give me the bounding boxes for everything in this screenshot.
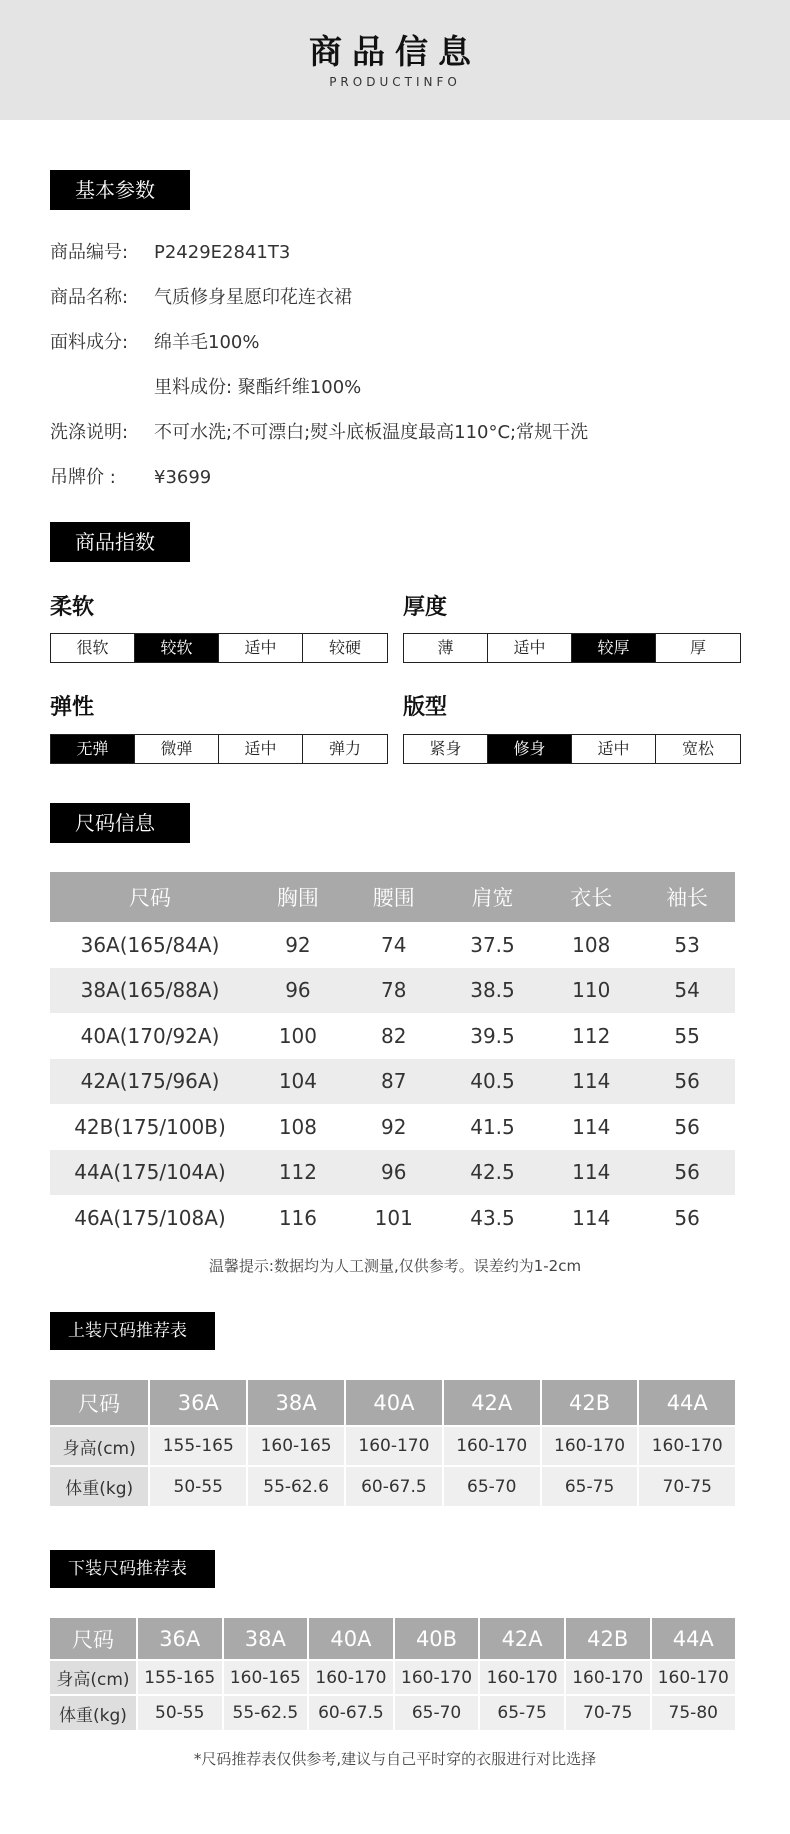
table-cell: 56 — [639, 1059, 735, 1105]
table-row — [50, 922, 735, 968]
info-value: P2429E2841T3 — [154, 242, 291, 263]
table-cell: 114 — [543, 1150, 639, 1196]
size-note: 温馨提示:数据均为人工测量,仅供参考。误差约为1-2cm — [208, 1257, 582, 1275]
table-cell: 160-170 — [479, 1660, 565, 1695]
table-cell: 114 — [572, 1114, 611, 1139]
table-cell: 56 — [639, 1150, 735, 1196]
info-value: 气质修身星愿印花连衣裙 — [154, 287, 352, 308]
scale-option: 较硬 — [328, 638, 361, 657]
rec-header-cell: 40A — [345, 1380, 443, 1426]
rec-header-cell: 尺码 — [50, 1380, 149, 1426]
rec-header-cell: 36A — [149, 1380, 247, 1426]
table-cell: 身高(cm) — [50, 1426, 149, 1466]
scale-option: 很软 — [51, 634, 135, 662]
table-cell: 160-170 — [443, 1426, 541, 1466]
table-cell: 65-70 — [394, 1695, 480, 1730]
table-cell: 38.5 — [442, 968, 544, 1014]
table-cell: 37.5 — [470, 932, 515, 957]
top-rec-table — [50, 1380, 735, 1506]
scale-option: 紧身 — [404, 735, 488, 763]
table-cell: 160-170 — [308, 1660, 394, 1695]
info-value: 不可水洗;不可漂白;熨斗底板温度最高110°C;常规干洗 — [154, 422, 589, 443]
size-header-cell: 肩宽 — [442, 872, 544, 922]
table-cell: 114 — [543, 1059, 639, 1105]
info-row-name — [50, 283, 352, 309]
table-cell: 46A(175/108A) — [74, 1205, 226, 1230]
info-value: ¥3699 — [154, 467, 212, 488]
size-header-cell: 胸围 — [250, 872, 346, 922]
table-cell: 42B(175/100B) — [74, 1114, 226, 1139]
table-cell: 54 — [639, 968, 735, 1014]
table-cell: 155-165 — [137, 1660, 223, 1695]
index-title-softness: 柔软 — [50, 595, 95, 620]
index-section-tag: 商品指数 — [50, 522, 190, 562]
rec-header-row — [50, 1618, 735, 1660]
scale-option: 较软 — [135, 634, 219, 662]
rec-header-cell: 42A — [443, 1380, 541, 1426]
table-cell: 体重(kg) — [50, 1466, 149, 1506]
info-row-price — [50, 463, 211, 489]
scale-option: 适中 — [488, 634, 572, 662]
size-header-cell: 腰围 — [346, 872, 442, 922]
table-cell: 155-165 — [149, 1426, 247, 1466]
scale-option: 厚 — [689, 638, 706, 657]
index-title-elasticity: 弹性 — [50, 695, 95, 720]
page-header — [0, 0, 790, 120]
page-subtitle: PRODUCTINFO — [329, 75, 461, 89]
rec-header-cell: 38A — [223, 1618, 309, 1660]
page-title: 商品信息 — [309, 32, 481, 71]
rec-header-cell: 40B — [394, 1618, 480, 1660]
table-cell: 60-67.5 — [308, 1695, 394, 1730]
info-value: 里料成份: 聚酯纤维100% — [154, 377, 362, 398]
scale-option: 修身 — [488, 735, 572, 763]
table-cell: 114 — [572, 1205, 611, 1230]
top-rec-section-tag: 上装尺码推荐表 — [50, 1312, 215, 1350]
size-section-tag: 尺码信息 — [50, 803, 190, 843]
table-cell: 110 — [543, 968, 639, 1014]
table-row — [50, 968, 735, 1014]
softness-scale — [50, 633, 388, 663]
table-cell: 87 — [346, 1059, 442, 1105]
index-title-thickness: 厚度 — [403, 595, 448, 620]
table-cell: 160-165 — [247, 1426, 345, 1466]
size-header-cell: 袖长 — [639, 872, 735, 922]
table-row — [50, 1059, 735, 1105]
scale-option: 弹力 — [328, 739, 361, 758]
bottom-rec-note: *尺码推荐表仅供参考,建议与自己平时穿的衣服进行对比选择 — [193, 1750, 597, 1768]
table-cell: 56 — [674, 1114, 700, 1139]
size-header-cell: 衣长 — [543, 872, 639, 922]
elasticity-scale — [50, 734, 388, 764]
table-cell: 160-170 — [651, 1660, 736, 1695]
table-cell: 55 — [674, 1023, 700, 1048]
table-cell: 65-75 — [479, 1695, 565, 1730]
table-cell: 108 — [278, 1114, 318, 1139]
rec-header-cell: 44A — [638, 1380, 735, 1426]
size-table — [50, 872, 735, 1241]
info-value: 绵羊毛100% — [154, 332, 260, 353]
table-cell: 75-80 — [651, 1695, 736, 1730]
table-cell: 96 — [250, 968, 346, 1014]
table-cell: 42.5 — [442, 1150, 544, 1196]
rec-header-cell: 40A — [308, 1618, 394, 1660]
table-cell: 160-170 — [394, 1660, 480, 1695]
info-row-washing — [50, 418, 588, 444]
table-cell: 116 — [278, 1205, 318, 1230]
scale-option: 适中 — [572, 735, 656, 763]
index-title-fit: 版型 — [403, 695, 448, 720]
bottom-rec-section-tag: 下装尺码推荐表 — [50, 1550, 215, 1588]
table-cell: 40.5 — [442, 1059, 544, 1105]
rec-header-row — [50, 1380, 735, 1426]
table-cell: 92 — [381, 1114, 407, 1139]
scale-option: 微弹 — [135, 735, 219, 763]
table-cell: 40A(170/92A) — [80, 1023, 220, 1048]
table-row — [50, 1150, 735, 1196]
table-cell: 104 — [250, 1059, 346, 1105]
basic-section-tag: 基本参数 — [50, 170, 190, 210]
table-cell: 55-62.5 — [223, 1695, 309, 1730]
table-cell: 50-55 — [149, 1466, 247, 1506]
thickness-scale — [403, 633, 741, 663]
table-cell: 42A(175/96A) — [50, 1059, 250, 1105]
info-key: 商品名称: — [50, 287, 129, 308]
table-cell: 160-170 — [345, 1426, 443, 1466]
fit-scale — [403, 734, 741, 764]
table-cell: 74 — [381, 932, 407, 957]
table-row — [50, 1466, 735, 1506]
table-cell: 70-75 — [565, 1695, 651, 1730]
table-cell: 108 — [572, 932, 611, 957]
size-table-header — [50, 872, 735, 922]
size-header-cell: 尺码 — [50, 872, 250, 922]
table-cell: 160-170 — [638, 1426, 735, 1466]
bottom-rec-table — [50, 1618, 735, 1730]
table-cell: 60-67.5 — [345, 1466, 443, 1506]
table-cell: 65-75 — [541, 1466, 639, 1506]
table-cell: 体重(kg) — [50, 1695, 137, 1730]
table-cell: 101 — [374, 1205, 413, 1230]
table-cell: 38A(165/88A) — [50, 968, 250, 1014]
scale-option: 适中 — [219, 735, 303, 763]
rec-header-cell: 42A — [479, 1618, 565, 1660]
table-cell: 112 — [572, 1023, 611, 1048]
table-cell: 160-170 — [565, 1660, 651, 1695]
table-cell: 56 — [674, 1205, 700, 1230]
table-row — [50, 1426, 735, 1466]
info-row-lining — [50, 373, 361, 399]
table-cell: 41.5 — [470, 1114, 515, 1139]
rec-header-cell: 42B — [565, 1618, 651, 1660]
table-cell: 78 — [346, 968, 442, 1014]
table-cell: 160-170 — [541, 1426, 639, 1466]
scale-option: 适中 — [219, 634, 303, 662]
scale-option: 薄 — [404, 634, 488, 662]
info-key: 洗涤说明: — [50, 422, 129, 443]
table-cell: 53 — [674, 932, 700, 957]
info-key: 面料成分: — [50, 332, 129, 353]
info-key: 商品编号: — [50, 242, 129, 263]
rec-header-cell: 36A — [137, 1618, 223, 1660]
table-cell: 44A(175/104A) — [50, 1150, 250, 1196]
table-cell: 70-75 — [638, 1466, 735, 1506]
table-row — [50, 1104, 735, 1150]
rec-header-cell: 44A — [651, 1618, 736, 1660]
table-cell: 身高(cm) — [50, 1660, 137, 1695]
table-cell: 55-62.6 — [247, 1466, 345, 1506]
table-row — [50, 1195, 735, 1241]
table-cell: 50-55 — [137, 1695, 223, 1730]
rec-header-cell: 38A — [247, 1380, 345, 1426]
table-row — [50, 1660, 735, 1695]
table-cell: 43.5 — [470, 1205, 515, 1230]
rec-header-cell: 尺码 — [50, 1618, 137, 1660]
scale-option: 宽松 — [681, 739, 714, 758]
table-cell: 160-165 — [223, 1660, 309, 1695]
table-cell: 82 — [381, 1023, 407, 1048]
table-cell: 112 — [250, 1150, 346, 1196]
scale-option: 较厚 — [572, 634, 656, 662]
info-row-fabric — [50, 328, 259, 354]
table-cell: 39.5 — [470, 1023, 515, 1048]
scale-option: 无弹 — [51, 735, 135, 763]
table-row — [50, 1013, 735, 1059]
info-key: 吊牌价 : — [50, 467, 116, 488]
table-row — [50, 1695, 735, 1730]
table-cell: 92 — [285, 932, 311, 957]
table-cell: 100 — [278, 1023, 318, 1048]
table-cell: 65-70 — [443, 1466, 541, 1506]
table-cell: 96 — [346, 1150, 442, 1196]
rec-header-cell: 42B — [541, 1380, 639, 1426]
table-cell: 36A(165/84A) — [80, 932, 220, 957]
info-row-code — [50, 238, 290, 264]
